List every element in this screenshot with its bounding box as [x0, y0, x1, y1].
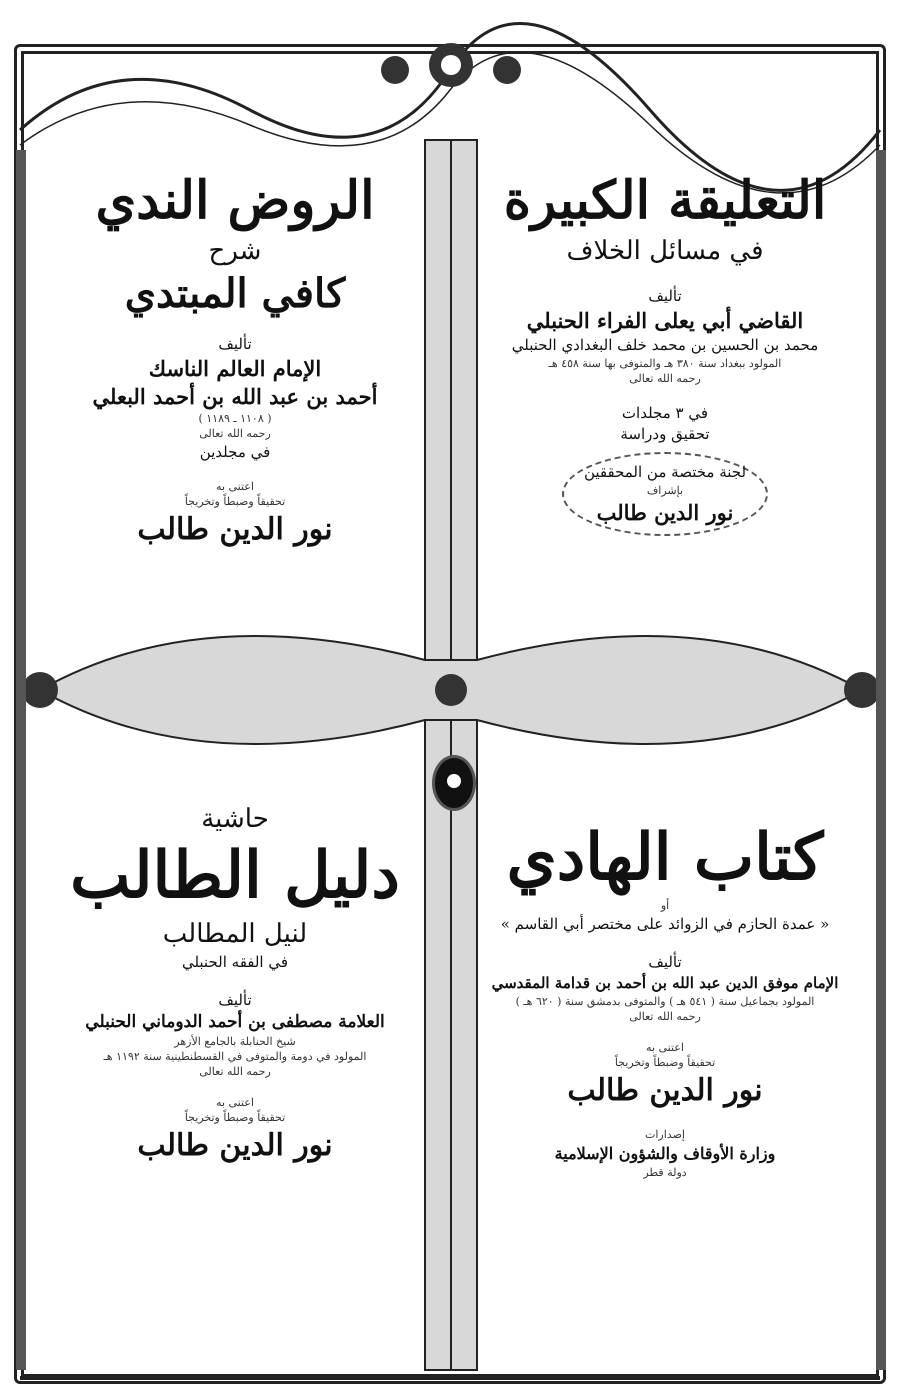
author-line-1: العلامة مصطفى بن أحمد الدوماني الحنبلي [85, 1011, 385, 1032]
committee: لجنة مختصة من المحققين [583, 463, 747, 482]
book-hadi [470, 820, 860, 1181]
volumes: في ٣ مجلدات [621, 404, 709, 423]
author-dates: المولود في دومة والمتوفى في القسطنطينية سنة ١١٩٢ هـ [103, 1049, 367, 1063]
book-title: التعليقة الكبيرة [503, 170, 827, 231]
mercy-phrase: رحمه الله تعالى [629, 372, 701, 386]
publisher: وزارة الأوقاف والشؤون الإسلامية [554, 1143, 776, 1163]
by-label: تأليف [648, 952, 682, 971]
author-dates: المولود بجماعيل سنة ( ٥٤١ هـ ) والمتوفى بدمشق سنة ( ٦٢٠ هـ ) [515, 994, 815, 1008]
author-line-1: الإمام موفق الدين عبد الله بن أحمد بن قدامة المقدسي [491, 973, 839, 992]
book-title: الروض الندي [95, 170, 375, 231]
author-line-1: الإمام العالم الناسك [148, 356, 322, 382]
mercy-phrase: رحمه الله تعالى [199, 427, 271, 441]
top-rosette [381, 43, 521, 87]
volumes: في مجلدين [199, 443, 271, 462]
sharh-label: شرح [208, 236, 262, 267]
care-desc: تحقيقاً وضبطاً وتخريجاً [184, 495, 286, 509]
editor-name: نور الدين طالب [137, 512, 333, 548]
care-desc: تحقيقاً وضبطاً وتخريجاً [614, 1055, 716, 1069]
or-label: أو [660, 898, 670, 912]
book-dalil [40, 800, 430, 1167]
editor-stamp [562, 452, 768, 536]
book-title: كتاب الهادي [506, 820, 824, 895]
by-label: تأليف [648, 287, 682, 306]
author-line-1: القاضي أبي يعلى الفراء الحنبلي [526, 308, 804, 334]
by-label: تأليف [218, 335, 252, 354]
book-ta3liqa [470, 170, 860, 542]
book-subtitle: كافي المبتدي [124, 270, 346, 318]
care-label: اعتنى به [646, 1040, 684, 1054]
mercy-phrase: رحمه الله تعالى [199, 1064, 271, 1078]
author-line-2: أحمد بن عبد الله بن أحمد البعلي [92, 384, 378, 410]
study-label: تحقيق ودراسة [620, 425, 710, 444]
book-subtitle: لنيل المطالب [162, 918, 308, 949]
care-desc: تحقيقاً وضبطاً وتخريجاً [184, 1110, 286, 1124]
author-line-2: محمد بن الحسين بن محمد خلف البغدادي الحنبلي [511, 336, 819, 355]
book-subtitle: في مسائل الخلاف [566, 236, 764, 267]
author-desc: شيخ الحنابلة بالجامع الأزهر [174, 1034, 296, 1048]
care-label: اعتنى به [216, 480, 254, 494]
editor-name: نور الدين طالب [567, 1072, 763, 1108]
book-title: دليل الطالب [70, 838, 400, 913]
field: في الفقه الحنبلي [181, 952, 289, 971]
mercy-phrase: رحمه الله تعالى [629, 1009, 701, 1023]
country: دولة قطر [643, 1165, 687, 1179]
book-rawd [40, 170, 430, 551]
supervision-label: بإشراف [646, 484, 684, 498]
care-label: اعتنى به [216, 1095, 254, 1109]
alt-title: « عمدة الحازم في الزوائد على مختصر أبي القاسم » [500, 914, 830, 933]
editor-name: نور الدين طالب [596, 500, 734, 526]
editor-name: نور الدين طالب [137, 1127, 333, 1163]
release-label: إصدارات [645, 1127, 685, 1141]
author-dates: المولود ببغداد سنة ٣٨٠ هـ والمتوفى بها سنة ٤٥٨ هـ [548, 357, 782, 371]
ministry-seal-logo [432, 755, 476, 811]
by-label: تأليف [218, 990, 252, 1009]
author-dates: ( ١١٠٨ ـ ١١٨٩ ) [198, 412, 272, 426]
hashiya-label: حاشية [201, 804, 269, 834]
